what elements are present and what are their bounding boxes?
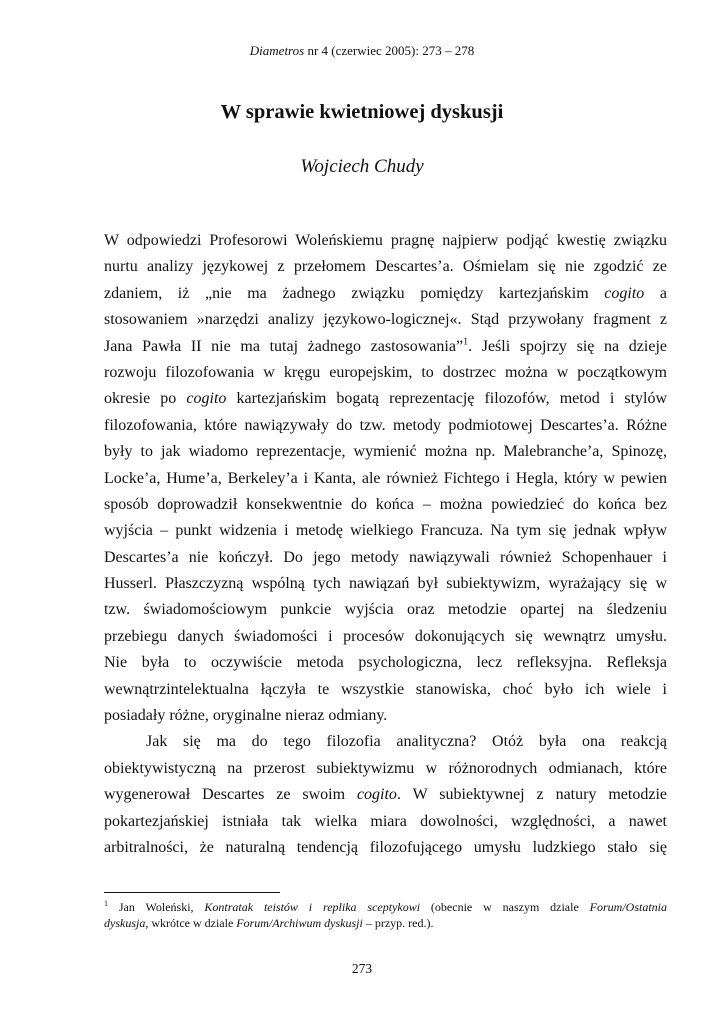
text-line: rozwoju filozofowania w kręgu europejskim, to dostrzec można w początkowym: [104, 363, 667, 381]
text-line: filozofowania, które nawiązywały do tzw. metody podmiotowej Descartes’a. Różne: [104, 416, 667, 434]
article-title: W sprawie kwietniowej dyskusji: [220, 101, 504, 123]
article-body: [104, 228, 667, 861]
text-line: arbitralności, że naturalną tendencją filozofującego umysłu ludzkiego stało się: [104, 838, 667, 856]
term-cogito: cogito: [604, 284, 645, 302]
text-line: nurtu analizy językowej z przełomem Descartes’a. Ośmielam się nie zgodzić ze: [104, 258, 667, 276]
footnote-divider: [104, 892, 280, 893]
text-line: obiektywistyczną na przerost subiektywizmu w różnorodnych odmianach, które: [104, 759, 667, 777]
article-author: Wojciech Chudy: [300, 156, 424, 177]
text-line: sposób doprowadził konsekwentnie do końca – można powiedzieć do końca bez: [104, 495, 667, 513]
running-header: [0, 43, 724, 59]
text-line: stosowaniem »narzędzi analizy językowo-logicznej«. Stąd przywołany fragment z: [104, 311, 667, 329]
footnote-ref[interactable]: 1: [463, 336, 469, 348]
text-line: Husserl. Płaszczyzną wspólną tych nawiązań był subiektywizm, wyrażający się w: [104, 575, 667, 593]
text-line: Jana Pawła II nie ma tutaj żadnego zastosowania”$^1$. Jeśli spojrzy się na dzieje: [104, 336, 667, 355]
footnote-line: dyskusja, wkrótce w dziale Forum/Archiwum dyskusji – przyp. red.).: [104, 916, 434, 930]
text-line: przebiegu danych świadomości i procesów dokonujących się wewnątrz umysłu.: [104, 627, 667, 645]
text-line: Nie była to oczywiście metoda psychologiczna, lecz refleksyjna. Refleksja: [104, 654, 667, 672]
footnote-number: 1: [104, 899, 108, 908]
text-line: zdaniem, iż „nie ma żadnego związku pomiędzy kartezjańskim cogito a: [104, 284, 668, 302]
footnote-line: $^1$ Jan Woleński, Kontratak teistów i replika sceptykowi (obecnie w naszym dziale Forum/Ostatnia: [104, 899, 667, 914]
footnote: [104, 899, 667, 931]
text-line: Jak się ma do tego filozofia analityczna? Otóż była ona reakcją: [146, 733, 667, 751]
text-line: Locke’a, Hume’a, Berkeley’a i Kanta, ale również Fichtego i Hegla, który w pewien: [104, 469, 667, 487]
text-line: pokartezjańskiej istniała tak wielka miara dowolności, względności, a nawet: [104, 812, 667, 830]
text-line: posiadały różne, oryginalne nieraz odmiany.: [104, 707, 388, 725]
page-number: 273: [351, 961, 373, 976]
text-line: okresie po cogito kartezjańskim bogatą reprezentację filozofów, metod i stylów: [104, 390, 668, 408]
text-line: wewnątrzintelektualna łączyła te wszystkie stanowiska, choć było ich wiele i: [104, 680, 667, 698]
term-cogito: cogito: [356, 786, 397, 804]
term-cogito: cogito: [186, 390, 227, 408]
text-line: Descartes’a nie kończył. Do jego metody nawiązywali również Schopenhauer i: [104, 548, 667, 566]
text-line: były to jak wiadomo reprezentacje, wymienić można np. Malebranche’a, Spinozę,: [104, 443, 667, 461]
journal-name: Diametros: [249, 43, 305, 58]
text-line: wygenerował Descartes ze swoim cogito. W subiektywnej z natury metodzie: [104, 786, 667, 804]
text-line: tzw. świadomościowym punkcie wyjścia oraz metodzie opartej na śledzeniu: [104, 601, 667, 619]
text-line: W odpowiedzi Profesorowi Woleńskiemu pragnę najpierw podjąć kwestię związku: [104, 232, 667, 249]
issue-info: nr 4 (czerwiec 2005): 273 – 278: [304, 43, 475, 58]
text-line: wyjścia – punkt widzenia i metodę wielkiego Francuza. Na tym się jednak wpływ: [104, 522, 667, 540]
